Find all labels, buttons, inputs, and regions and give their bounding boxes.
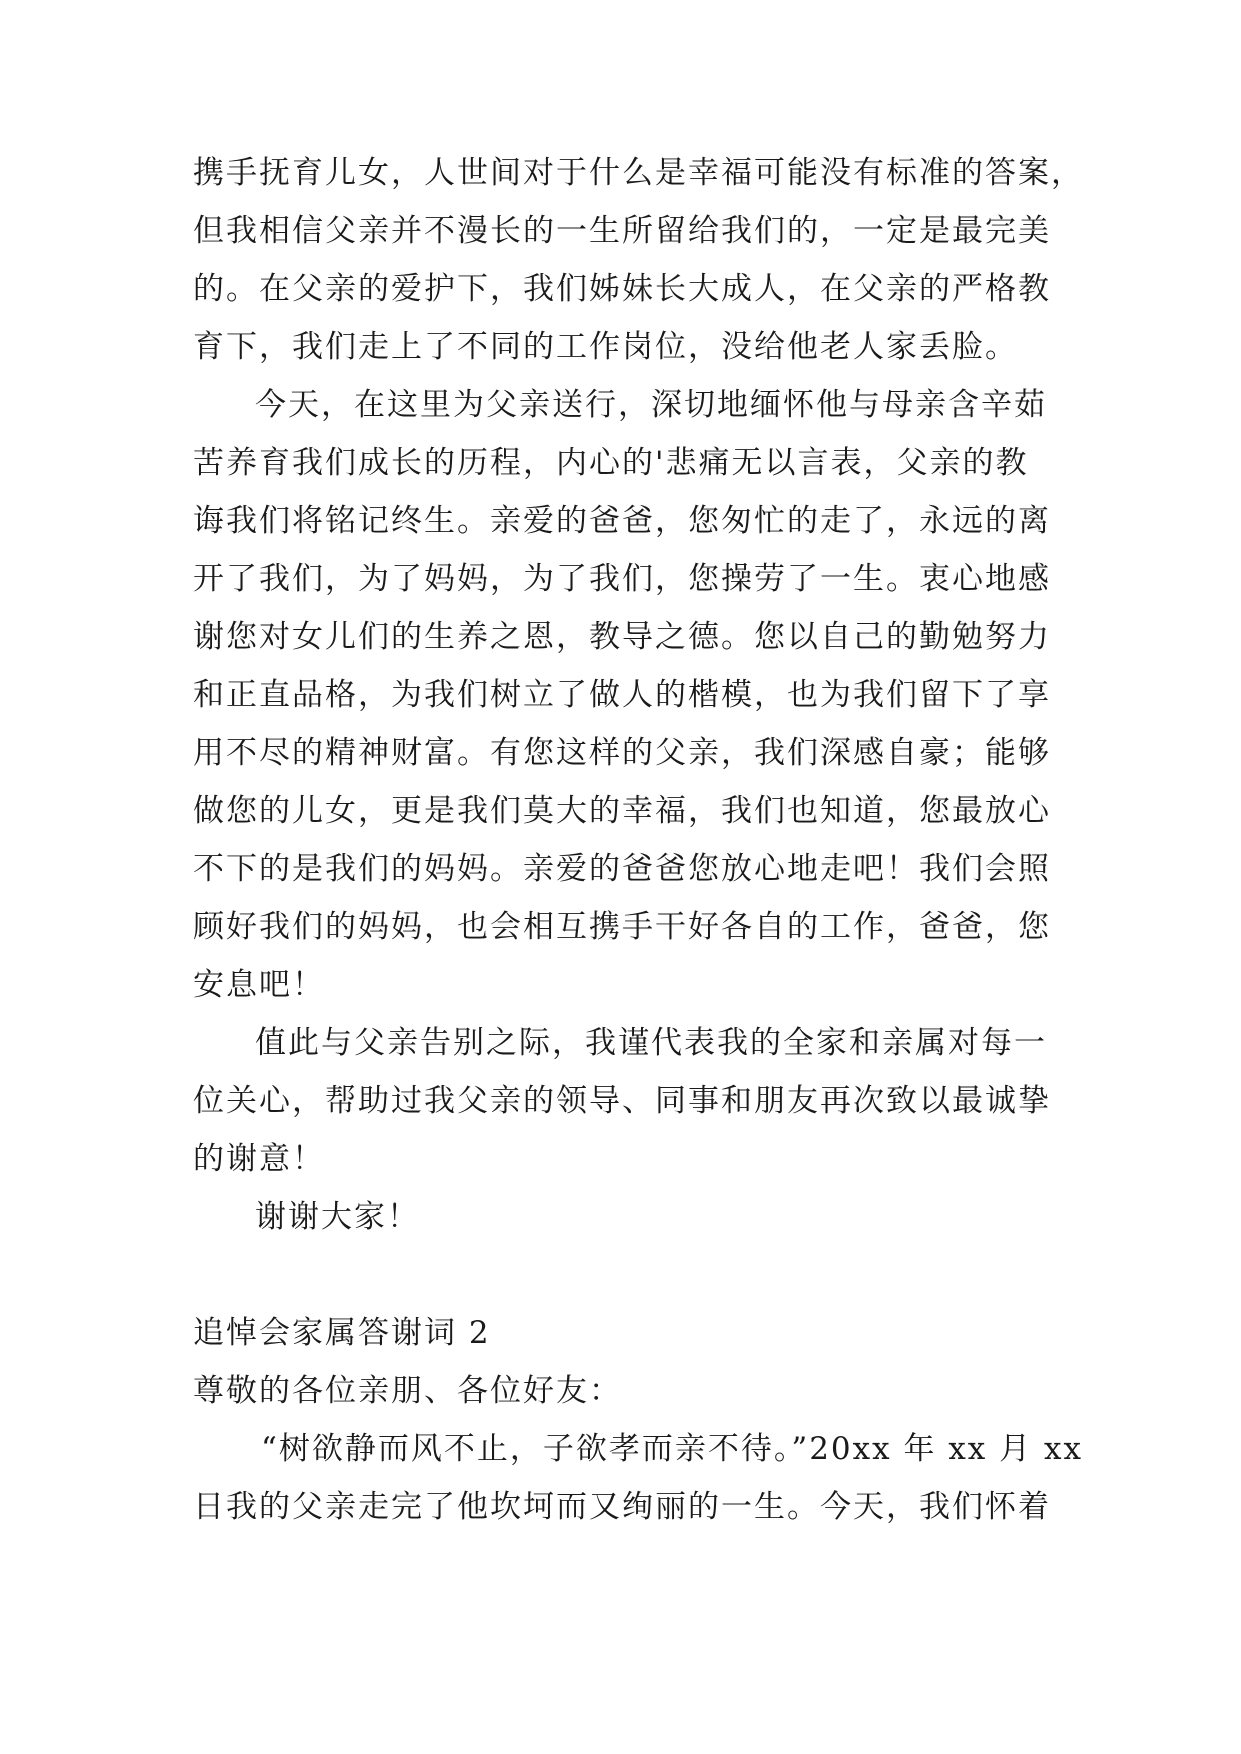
- text-line: 的谢意！: [193, 1141, 325, 1177]
- text-line: 位关心，帮助过我父亲的领导、同事和朋友再次致以最诚挚: [193, 1083, 1051, 1119]
- paragraph-first-line: 今天，在这里为父亲送行，深切地缅怀他与母亲含辛茹: [255, 387, 1047, 423]
- text-line: 顾好我们的妈妈，也会相互携手干好各自的工作，爸爸，您: [193, 909, 1051, 945]
- text-line: 不下的是我们的妈妈。亲爱的爸爸您放心地走吧！我们会照: [193, 851, 1051, 887]
- text-line: 但我相信父亲并不漫长的一生所留给我们的，一定是最完美: [193, 213, 1051, 249]
- paragraph-first-line: 值此与父亲告别之际，我谨代表我的全家和亲属对每一: [255, 1025, 1047, 1061]
- text-line: 做您的儿女，更是我们莫大的幸福，我们也知道，您最放心: [193, 793, 1051, 829]
- text-line: 诲我们将铭记终生。亲爱的爸爸，您匆忙的走了，永远的离: [193, 503, 1051, 539]
- text-line: 谢您对女儿们的生养之恩，教导之德。您以自己的勤勉努力: [193, 619, 1051, 655]
- text-line: 用不尽的精神财富。有您这样的父亲，我们深感自豪；能够: [193, 735, 1051, 771]
- section-title: 追悼会家属答谢词 2: [193, 1315, 491, 1351]
- text-line: 日我的父亲走完了他坎坷而又绚丽的一生。今天，我们怀着: [193, 1489, 1051, 1525]
- text-line: 开了我们，为了妈妈，为了我们，您操劳了一生。衷心地感: [193, 561, 1051, 597]
- text-line: 的。在父亲的爱护下，我们姊妹长大成人，在父亲的严格教: [193, 271, 1051, 307]
- text-line: 和正直品格，为我们树立了做人的楷模，也为我们留下了享: [193, 677, 1051, 713]
- salutation: 尊敬的各位亲朋、各位好友：: [193, 1373, 622, 1409]
- paragraph-first-line: “树欲静而风不止，子欲孝而亲不待。”20xx 年 xx 月 xx: [261, 1431, 1083, 1467]
- text-line: 安息吧！: [193, 967, 325, 1003]
- paragraph-first-line: 谢谢大家！: [255, 1199, 420, 1235]
- text-line: 携手抚育儿女，人世间对于什么是幸福可能没有标准的答案，: [193, 155, 1084, 191]
- text-line: 苦养育我们成长的历程，内心的'悲痛无以言表，父亲的教: [193, 445, 1029, 481]
- text-line: 育下，我们走上了不同的工作岗位，没给他老人家丢脸。: [193, 329, 1018, 365]
